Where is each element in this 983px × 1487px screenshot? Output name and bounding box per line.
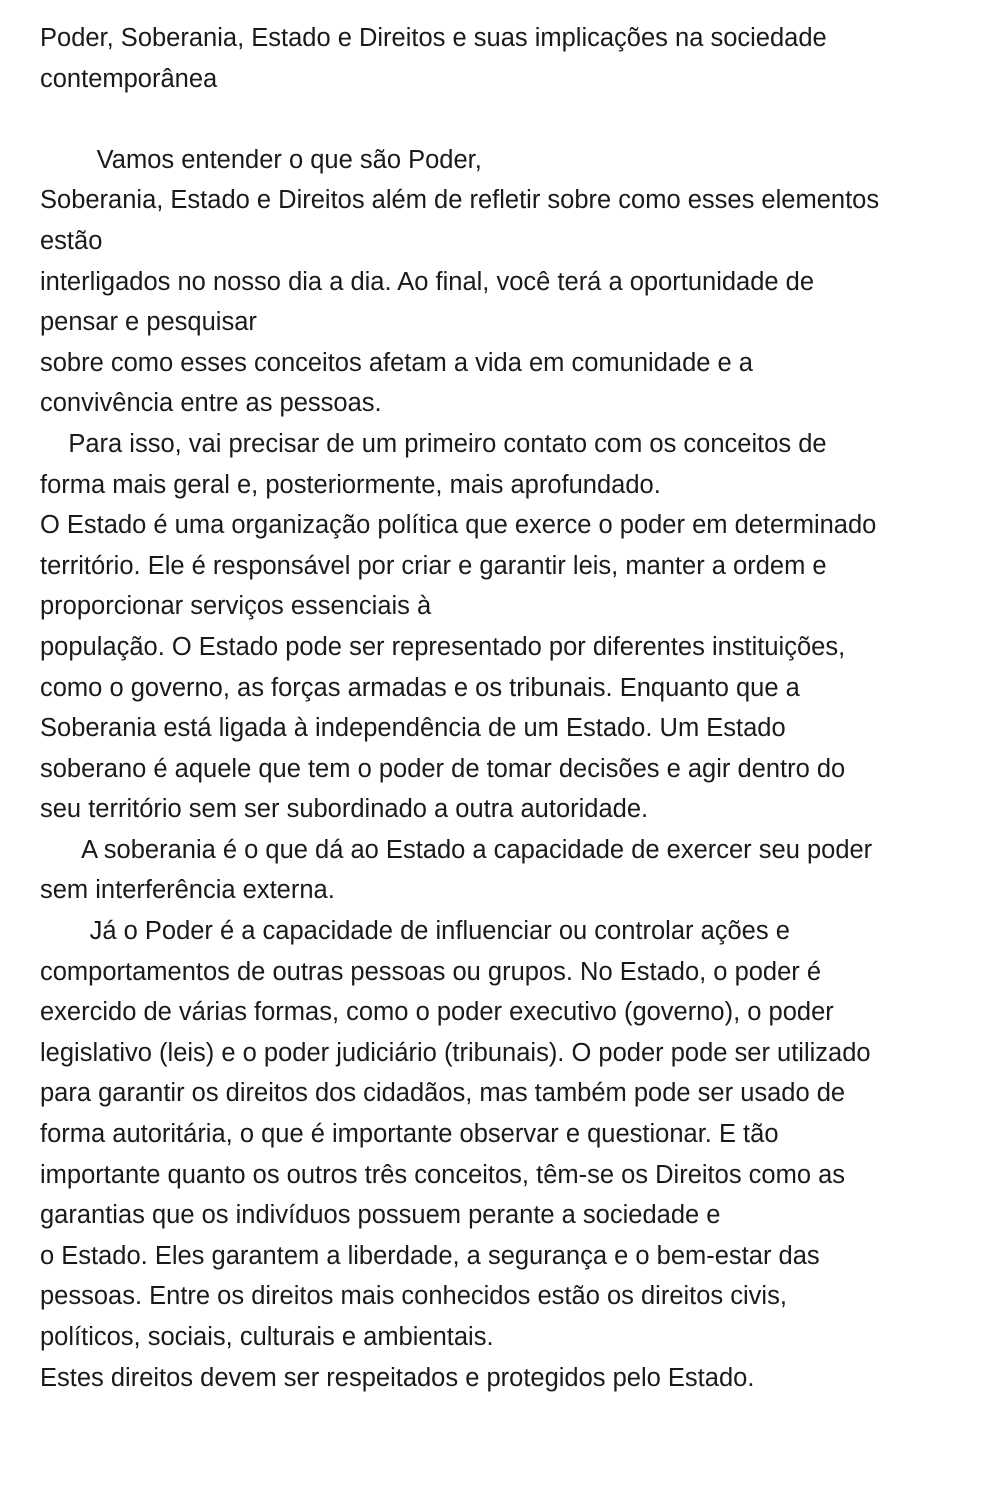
body-line: soberano é aquele que tem o poder de tomar decisões e agir dentro do [40, 754, 846, 783]
document-page [40, 18, 960, 1398]
document-title [40, 18, 960, 99]
body-line: população. O Estado pode ser representado por diferentes instituições, [40, 632, 846, 661]
body-line: sem interferência externa. [40, 876, 335, 905]
body-line: proporcionar serviços essenciais à [40, 592, 432, 621]
body-line: políticos, sociais, culturais e ambientais. [40, 1323, 494, 1351]
body-line: importante quanto os outros três conceitos, têm-se os Direitos como as [40, 1160, 846, 1189]
body-line: sobre como esses conceitos afetam a vida em comunidade e a [40, 348, 753, 377]
body-line: garantias que os indivíduos possuem perante a sociedade e [40, 1201, 721, 1230]
body-line: Soberania está ligada à independência de um Estado. Um Estado [40, 714, 786, 743]
body-line: Para isso, vai precisar de um primeiro contato com os conceitos de [40, 429, 827, 458]
body-line: legislativo (leis) e o poder judiciário (tribunais). O poder pode ser utilizado [40, 1038, 871, 1067]
title-line: Poder, Soberania, Estado e Direitos e suas implicações na sociedade [40, 24, 827, 52]
body-line: para garantir os direitos dos cidadãos, mas também pode ser usado de [40, 1079, 846, 1108]
body-line: forma autoritária, o que é importante observar e questionar. E tão [40, 1120, 779, 1149]
body-line: comportamentos de outras pessoas ou grupos. No Estado, o poder é [40, 957, 822, 986]
body-line: O Estado é uma organização política que exerce o poder em determinado [40, 511, 877, 540]
body-line: forma mais geral e, posteriormente, mais aprofundado. [40, 470, 661, 499]
body-line: o Estado. Eles garantem a liberdade, a segurança e o bem-estar das [40, 1241, 820, 1270]
body-line: seu território sem ser subordinado a outra autoridade. [40, 795, 649, 824]
body-line: exercido de várias formas, como o poder executivo (governo), o poder [40, 998, 834, 1027]
body-line: interligados no nosso dia a dia. Ao final, você terá a oportunidade de [40, 267, 815, 296]
body-line: como o governo, as forças armadas e os tribunais. Enquanto que a [40, 673, 800, 702]
body-line: estão [40, 226, 103, 255]
body-line: pessoas. Entre os direitos mais conhecidos estão os direitos civis, [40, 1282, 787, 1311]
blank-line [40, 99, 960, 140]
body-line: Estes direitos devem ser respeitados e protegidos pelo Estado. [40, 1363, 755, 1392]
body-line: Soberania, Estado e Direitos além de refletir sobre como esses elementos [40, 186, 880, 215]
body-line: A soberania é o que dá ao Estado a capacidade de exercer seu poder [40, 835, 873, 864]
body-line: convivência entre as pessoas. [40, 389, 382, 418]
title-line: contemporânea [40, 64, 218, 93]
body-line: território. Ele é responsável por criar e garantir leis, manter a ordem e [40, 551, 827, 580]
body-line: pensar e pesquisar [40, 308, 257, 337]
body-line: Já o Poder é a capacidade de influenciar ou controlar ações e [40, 917, 790, 946]
document-body [40, 140, 960, 1398]
body-line: Vamos entender o que são Poder, [40, 145, 482, 174]
